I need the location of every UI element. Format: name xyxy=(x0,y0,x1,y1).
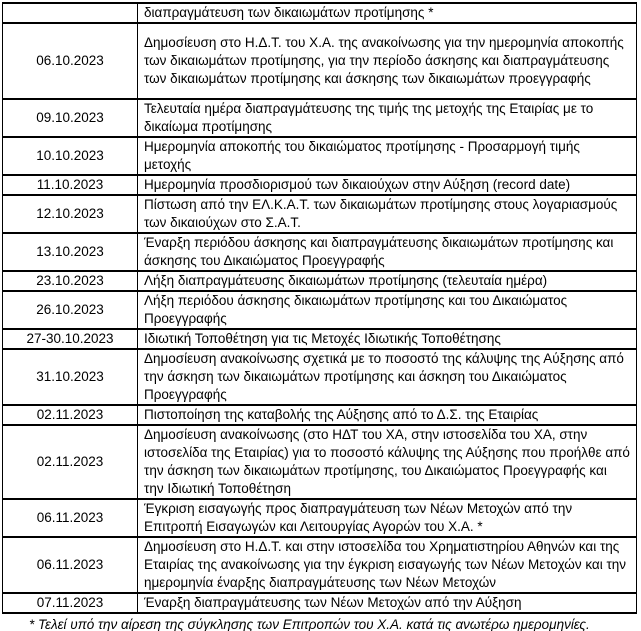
table-row xyxy=(3,175,637,195)
event-cell: Τελευταία ημέρα διαπραγμάτευσης της τιμής της μετοχής της Εταιρίας με το δικαίωμα προτίμησης xyxy=(138,99,637,137)
timetable-table xyxy=(2,2,637,614)
table-row xyxy=(3,593,637,613)
date-cell xyxy=(3,3,138,23)
date-cell: 23.10.2023 xyxy=(3,271,138,291)
event-cell: Πιστοποίηση της καταβολής της Αύξησης από το Δ.Σ. της Εταιρίας xyxy=(138,405,637,425)
table-row xyxy=(3,3,637,23)
event-cell: Ιδιωτική Τοποθέτηση για τις Μετοχές Ιδιωτικής Τοποθέτησης xyxy=(138,329,637,349)
event-cell: Έναρξη περιόδου άσκησης και διαπραγμάτευσης δικαιωμάτων προτίμησης και άσκησης του Δικαιώματος Προεγγραφής xyxy=(138,233,637,271)
table-row xyxy=(3,499,637,537)
event-cell: διαπραγμάτευση των δικαιωμάτων προτίμησης * xyxy=(138,3,637,23)
table-row xyxy=(3,405,637,425)
event-cell: Έναρξη διαπραγμάτευσης των Νέων Μετοχών από την Αύξηση xyxy=(138,593,637,613)
table-row xyxy=(3,271,637,291)
event-cell: Έγκριση εισαγωγής προς διαπραγμάτευση των Νέων Μετοχών από την Επιτροπή Εισαγωγών και Λειτουργίας Αγορών του Χ.Α. * xyxy=(138,499,637,537)
footnote-text: * Τελεί υπό την αίρεση της σύγκλησης των Επιτροπών του Χ.Α. κατά τις ανωτέρω ημερομηνίες. xyxy=(29,617,590,631)
event-cell: Πίστωση από την ΕΛ.Κ.Α.Τ. των δικαιωμάτων προτίμησης στους λογαριασμούς των δικαιούχων στο Σ.Α.Τ. xyxy=(138,195,637,233)
date-cell: 31.10.2023 xyxy=(3,349,138,405)
timetable-body xyxy=(3,3,637,613)
event-cell: Λήξη περιόδου άσκησης δικαιωμάτων προτίμησης και του Δικαιώματος Προεγγραφής xyxy=(138,291,637,329)
table-row xyxy=(3,329,637,349)
table-row xyxy=(3,233,637,271)
table-row xyxy=(3,349,637,405)
date-cell: 13.10.2023 xyxy=(3,233,138,271)
date-cell: 06.11.2023 xyxy=(3,537,138,593)
event-cell: Λήξη διαπραγμάτευσης δικαιωμάτων προτίμησης (τελευταία ημέρα) xyxy=(138,271,637,291)
event-cell: Δημοσίευση ανακοίνωσης (στο ΗΔΤ του ΧΑ, στην ιστοσελίδα του ΧΑ, στην ιστοσελίδα της Εταιρίας) για το ποσοστό κάλυψης της Αύξησης που προήλθε από την άσκηση των δικαιωμάτων προτίμησης, του Δικαιώματος Προεγγραφής και την Ιδιωτική Τοποθέτηση xyxy=(138,425,637,499)
date-cell: 02.11.2023 xyxy=(3,425,138,499)
table-row xyxy=(3,425,637,499)
table-row xyxy=(3,137,637,175)
date-cell: 26.10.2023 xyxy=(3,291,138,329)
table-row xyxy=(3,99,637,137)
date-cell: 27-30.10.2023 xyxy=(3,329,138,349)
date-cell: 07.11.2023 xyxy=(3,593,138,613)
event-cell: Δημοσίευση στο Η.Δ.Τ. και στην ιστοσελίδα του Χρηματιστηρίου Αθηνών και της Εταιρίας της ανακοίνωσης για την έγκριση εισαγωγής των Νέων Μετοχών και την ημερομηνία έναρξης διαπραγμάτευσης των Νέων Μετοχών xyxy=(138,537,637,593)
table-row xyxy=(3,291,637,329)
date-cell: 02.11.2023 xyxy=(3,405,138,425)
table-row xyxy=(3,195,637,233)
date-cell: 10.10.2023 xyxy=(3,137,138,175)
date-cell: 06.10.2023 xyxy=(3,23,138,99)
event-cell: Δημοσίευση ανακοίνωσης σχετικά με το ποσοστό της κάλυψης της Αύξησης από την άσκηση των δικαιωμάτων προτίμησης και άσκηση του Δικαιώματος Προεγγραφής xyxy=(138,349,637,405)
event-cell: Δημοσίευση στο Η.Δ.Τ. του Χ.Α. της ανακοίνωσης για την ημερομηνία αποκοπής των δικαιωμάτων προτίμησης, για την περίοδο άσκησης και διαπραγμάτευσης των δικαιωμάτων προτίμησης και άσκησης των δικαιωμάτων προεγγραφής xyxy=(138,23,637,99)
table-row xyxy=(3,23,637,99)
event-cell: Ημερομηνία προσδιορισμού των δικαιούχων στην Αύξηση (record date) xyxy=(138,175,637,195)
date-cell: 09.10.2023 xyxy=(3,99,138,137)
date-cell: 11.10.2023 xyxy=(3,175,138,195)
date-cell: 12.10.2023 xyxy=(3,195,138,233)
event-cell: Ημερομηνία αποκοπής του δικαιώματος προτίμησης - Προσαρμογή τιμής μετοχής xyxy=(138,137,637,175)
table-row xyxy=(3,537,637,593)
date-cell: 06.11.2023 xyxy=(3,499,138,537)
